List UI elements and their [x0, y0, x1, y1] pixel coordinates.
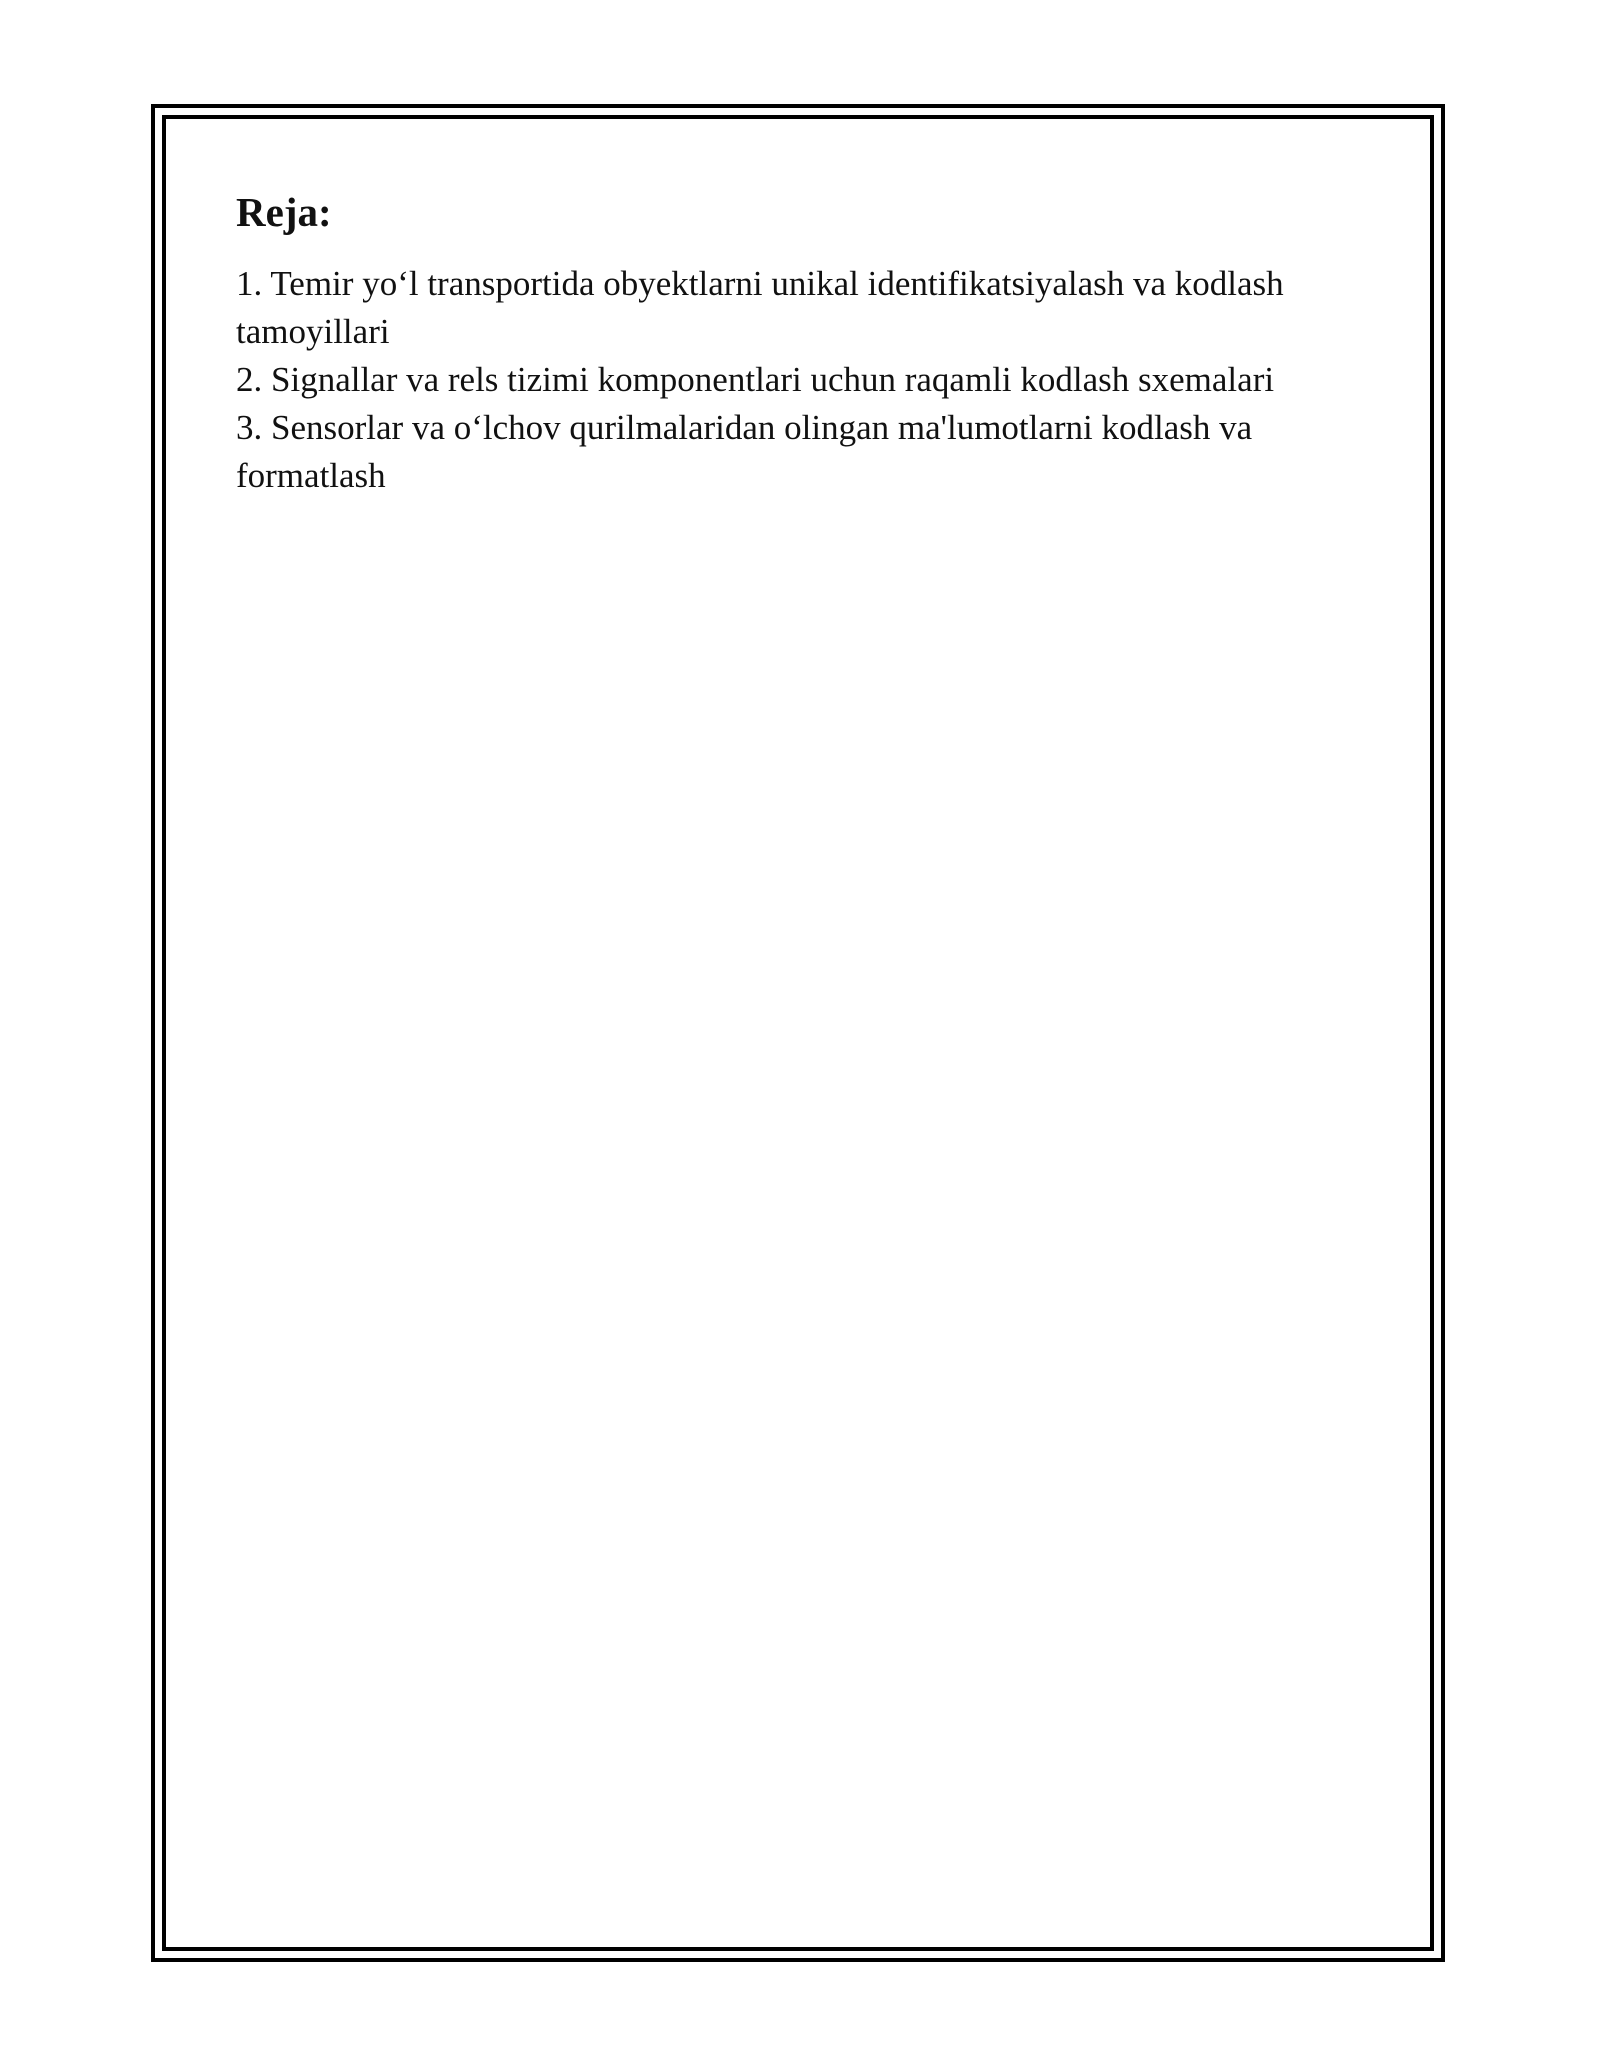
document-body — [236, 186, 1366, 500]
plan-item-2: 2. Signallar va rels tizimi komponentlari uchun raqamli kodlash sxemalari — [236, 360, 1275, 399]
plan-heading: Reja: — [236, 189, 332, 235]
plan-list — [236, 260, 1366, 500]
plan-item-3: 3. Sensorlar va o‘lchov qurilmalaridan olingan ma'lumotlarni kodlash va formatlash — [236, 408, 1253, 495]
plan-item-1: 1. Temir yo‘l transportida obyektlarni unikal identifikatsiyalash va kodlash tamoyillari — [236, 264, 1284, 351]
